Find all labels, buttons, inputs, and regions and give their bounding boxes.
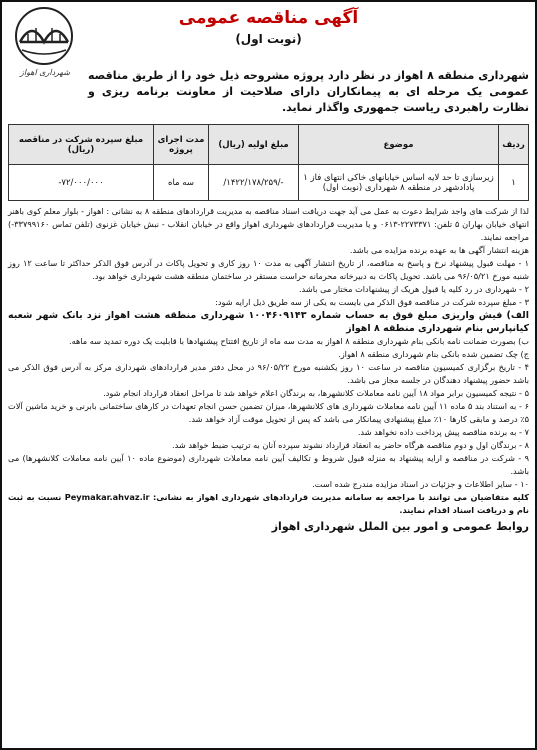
bank-account-paragraph: الف) فیش واریزی مبلغ فوق به حساب شماره ۱۰۰۴۶۰۹۱۴۳ شهرداری منطقه هشت اهواز نزد بانک شهر شعبه کیانپارس بنام شهرداری منطقه ۸ اهواز xyxy=(8,310,530,334)
registration-text: کلیه متقاضیان می توانند با مراجعه به سامانه مدیریت قراردادهای شهرداری اهواز به نشانی: xyxy=(153,492,529,502)
notice-header xyxy=(8,6,529,77)
col-header-price: مبلغ اولیه (ریال) xyxy=(209,125,299,165)
col-header-duration: مدت اجرای پروژه xyxy=(154,125,209,165)
body-paragraph: ۶ - به استناد بند ۵ ماده ۱۱ آیین نامه معاملات شهرداری های کلانشهرها، میزان تضمین حسن انجام تعهدات در کارهای ساختمانی بابرنی و خرید ماشین آلات ۵٪ درصد و مابقی کارها ۱۰٪ مبلغ پیشنهادی پیمانکار می باشد که پس از تحویل موقت آزاد خواهد شد. xyxy=(8,401,530,424)
body-paragraph: ۹ - شرکت در مناقصه و ارایه پیشنهاد به منزله قبول شروط و تکالیف آیین نامه معاملات شهرداری (موضوع ماده ۱۰ آیین نامه معاملات کلانشهرها) می باشد. xyxy=(8,453,529,476)
body-paragraph: ۲ - شهرداری در رد کلیه یا قبول هریک از پیشنهادات مختار می باشد. xyxy=(298,284,529,294)
body-paragraph: ۱۰ - سایر اطلاعات و جزئیات در اسناد مزایده مندرج شده است. xyxy=(312,479,529,489)
table-row xyxy=(9,165,529,201)
cell-row: ۱ xyxy=(499,165,529,201)
notice-subtitle: (نوبت اول) xyxy=(235,32,302,46)
body-paragraph: ۸ - برندگان اول و دوم مناقصه هرگاه حاضر به انعقاد قرارداد نشوند سپرده آنان به ترتیب ضبط خواهد شد. xyxy=(172,440,529,450)
body-paragraph: ۳ - مبلغ سپرده شرکت در مناقصه فوق الذکر می بایست به یکی از سه طریق ذیل ارایه شود: xyxy=(215,297,529,307)
registration-text-end: نسبت به ثبت نام و دریافت اسناد اقدام نمایند. xyxy=(8,492,529,515)
notice-title: آگهی مناقصه عمومی xyxy=(178,8,359,28)
body-paragraph: لذا از شرکت های واجد شرایط دعوت به عمل می آید جهت دریافت اسناد مناقصه به مدیریت قراردادهای منطقه ۸ به نشانی : اهواز - بلوار معلم کوی باهنر انتهای خیابان بهاران ۵ تلفن: ۲۲۷۳۳۷۱-۰۶۱۳ و یا مدیریت قراردادهای شهرداری اهواز واقع در خیابان انقلاب - نبش خیابان غزنوی (تلفن تماس ۳۳۷۹۹۱۶۰-) مراجعه نمایند. xyxy=(8,206,530,242)
cell-deposit: ۷۲/۰۰۰/۰۰۰- xyxy=(9,165,154,201)
notice-intro: شهرداری منطقه ۸ اهواز در نظر دارد پروژه مشروحه ذیل خود را از طریق مناقصه عمومی یک مرحله ای به پیمانکاران دارای صلاحیت از معاونت برنامه ریزی و نظارت راهبردی ریاست جمهوری واگذار نماید. xyxy=(88,69,529,114)
body-paragraph: ۷ - به برنده مناقصه پیش پرداخت داده نخواهد شد. xyxy=(357,427,529,437)
cell-price: -/۱۴۲۲/۱۷۸/۲۵۹/ xyxy=(209,165,299,201)
tender-table xyxy=(8,124,529,201)
body-paragraph: ۵ - نتیجه کمیسیون برابر مواد ۱۸ آیین نامه معاملات کلانشهرها، به برندگان اعلام خواهد شد تا مراحل انعقاد قرارداد انجام شود. xyxy=(103,388,529,398)
col-header-row: ردیف xyxy=(499,125,529,165)
body-paragraph: ۱ - مهلت قبول پیشنهاد نرخ و پاسخ به مناقصه، از تاریخ انتشار آگهی به مدت ۱۰ روز کاری و تحویل پاکات در آدرس فوق الذکر حداکثر تا ساعت ۱۲ روز شنبه مورخ ۹۶/۰۵/۲۱ می باشد. تحویل پاکات به دبیرخانه محرمانه حراست مستقر در ساختمان منطقه هشت شهرداری خواهد بود. xyxy=(8,258,529,281)
body-paragraph: ۴ - تاریخ برگزاری کمیسیون مناقصه در ساعت ۱۰ روز یکشنبه مورخ ۹۶/۰۵/۲۲ در محل دفتر مدیر قراردادهای شهرداری مرکز به آدرس فوق الذکر می باشد حضور پیشنهاد دهندگان در جلسه مجاز می باشد. xyxy=(8,362,529,385)
body-paragraph: هزینه انتشار آگهی ها به عهده برنده مزایده می باشد. xyxy=(349,245,529,255)
table-header-row xyxy=(9,125,529,165)
col-header-deposit: مبلغ سپرده شرکت در مناقصه (ریال) xyxy=(9,125,154,165)
body-paragraph: ج) چک تضمین شده بانکی بنام شهرداری منطقه ۸ اهواز. xyxy=(338,349,529,359)
footer-signature: روابط عمومی و امور بین الملل شهرداری اهواز xyxy=(271,520,529,533)
col-header-subject: موضوع xyxy=(299,125,499,165)
portal-link[interactable]: Peymakar.ahvaz.ir xyxy=(64,492,150,502)
body-paragraph: ب) بصورت ضمانت نامه بانکی بنام شهرداری منطقه ۸ اهواز به مدت سه ماه از تاریخ افتتاح پیشنهادها با قابلیت یک دوره تمدید سه ماهه. xyxy=(68,336,529,346)
registration-paragraph xyxy=(8,491,529,517)
cell-duration: سه ماه xyxy=(154,165,209,201)
logo-caption: شهرداری اهواز xyxy=(20,68,70,77)
notice-body xyxy=(8,205,529,517)
cell-subject: زیرسازی تا حد لایه اساس خیابانهای خاکی انتهای فاز ۱ پادادشهر در منطقه ۸ شهرداری (نوبت اول) xyxy=(299,165,499,201)
